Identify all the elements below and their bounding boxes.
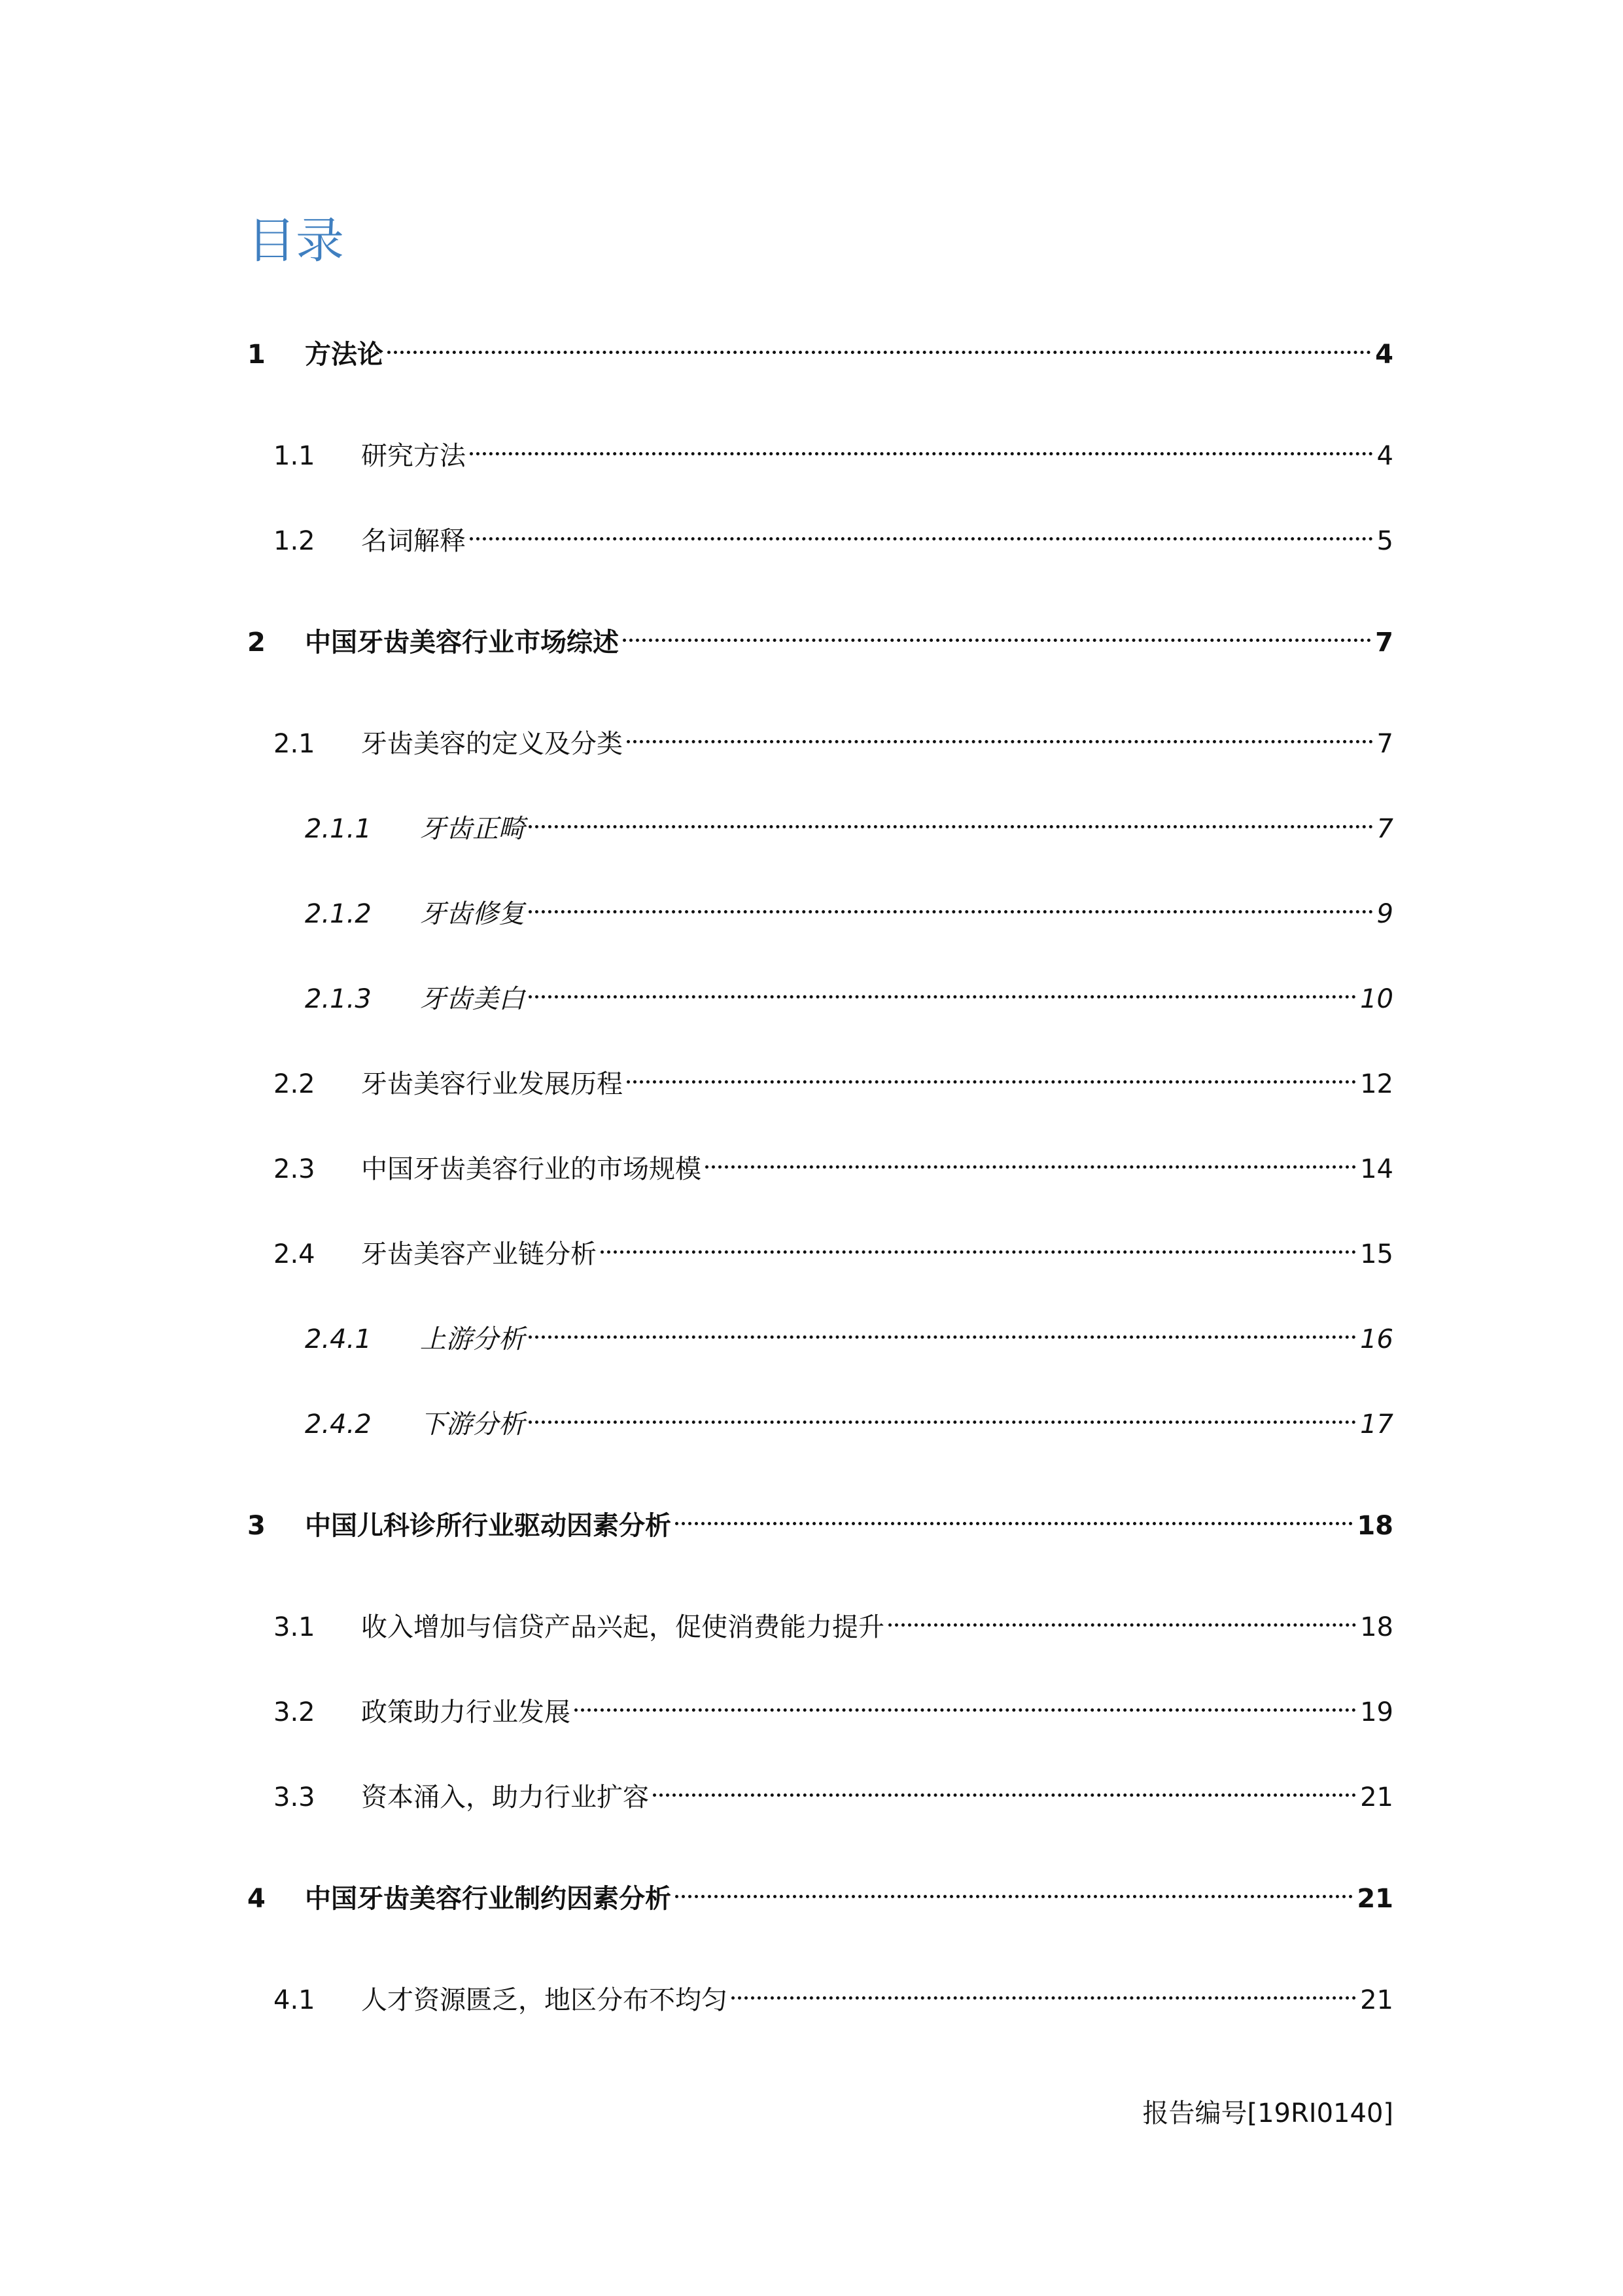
toc-title: 收入增加与信贷产品兴起，促使消费能力提升 xyxy=(361,1612,884,1642)
toc-leader xyxy=(529,798,1373,838)
toc-title: 牙齿美容行业发展历程 xyxy=(361,1069,623,1099)
toc-number: 2.2 xyxy=(273,1069,315,1099)
toc-title: 下游分析 xyxy=(420,1409,525,1439)
toc-page-number: 7 xyxy=(1376,814,1393,844)
toc-page-number: 21 xyxy=(1360,1782,1393,1812)
toc-title: 牙齿修复 xyxy=(420,899,525,929)
toc-leader xyxy=(731,1969,1356,2009)
toc-title: 研究方法 xyxy=(361,441,466,471)
toc-title: 牙齿美容产业链分析 xyxy=(361,1239,597,1269)
toc-entry[interactable] xyxy=(247,324,1393,370)
toc-entry[interactable] xyxy=(273,1139,1393,1184)
toc-title: 牙齿正畸 xyxy=(420,814,525,844)
toc-title: 牙齿美容的定义及分类 xyxy=(361,729,623,759)
toc-entry[interactable] xyxy=(273,1969,1393,2015)
toc-page-number: 4 xyxy=(1375,340,1393,370)
toc-page-number: 12 xyxy=(1360,1069,1393,1099)
toc-entry[interactable] xyxy=(273,1767,1393,1812)
toc-page-number: 10 xyxy=(1360,984,1393,1014)
toc-number: 1 xyxy=(247,340,266,370)
toc-title: 中国牙齿美容行业市场综述 xyxy=(305,627,619,658)
toc-leader xyxy=(574,1682,1356,1721)
toc-title: 人才资源匮乏，地区分布不均匀 xyxy=(361,1985,727,2015)
toc-title: 中国儿科诊所行业驱动因素分析 xyxy=(305,1511,671,1541)
toc-number: 1.2 xyxy=(273,526,315,556)
toc-leader xyxy=(470,510,1373,550)
toc-entry[interactable] xyxy=(273,1682,1393,1727)
toc-title: 上游分析 xyxy=(420,1324,525,1354)
toc-entry[interactable] xyxy=(247,612,1393,658)
toc-title: 名词解释 xyxy=(361,526,466,556)
toc-number: 2.1.2 xyxy=(305,899,372,929)
toc-page-number: 5 xyxy=(1376,526,1393,556)
toc-number: 1.1 xyxy=(273,441,315,471)
toc-leader xyxy=(529,1394,1356,1433)
toc-entry[interactable] xyxy=(305,883,1393,929)
toc-entry[interactable] xyxy=(273,510,1393,556)
toc-leader xyxy=(470,425,1373,465)
toc-number: 3.2 xyxy=(273,1697,315,1727)
toc-page-number: 17 xyxy=(1360,1409,1393,1439)
toc-leader xyxy=(529,883,1373,923)
toc-leader xyxy=(653,1767,1356,1806)
toc-entry[interactable] xyxy=(273,713,1393,759)
toc-number: 4.1 xyxy=(273,1985,315,2015)
toc-title: 中国牙齿美容行业制约因素分析 xyxy=(305,1884,671,1914)
toc-page-number: 4 xyxy=(1376,441,1393,471)
toc-title: 方法论 xyxy=(305,340,383,370)
toc-leader xyxy=(705,1139,1356,1178)
toc-entry[interactable] xyxy=(247,1495,1393,1541)
toc-entry[interactable] xyxy=(305,1309,1393,1354)
toc-leader xyxy=(675,1868,1353,1907)
toc-title: 政策助力行业发展 xyxy=(361,1697,570,1727)
toc-number: 2.3 xyxy=(273,1154,315,1184)
toc-title: 牙齿美白 xyxy=(420,984,525,1014)
toc-entry[interactable] xyxy=(273,425,1393,471)
toc-number: 3.1 xyxy=(273,1612,315,1642)
toc-page-number: 16 xyxy=(1360,1324,1393,1354)
toc-page-number: 14 xyxy=(1360,1154,1393,1184)
toc-leader xyxy=(888,1597,1356,1636)
toc-entry[interactable] xyxy=(273,1597,1393,1642)
toc-title: 资本涌入，助力行业扩容 xyxy=(361,1782,649,1812)
toc-leader xyxy=(529,968,1356,1008)
toc-entry[interactable] xyxy=(273,1053,1393,1099)
toc-leader xyxy=(627,713,1373,752)
toc-page-number: 18 xyxy=(1357,1511,1393,1541)
toc-page-number: 7 xyxy=(1376,729,1393,759)
toc-page-number: 19 xyxy=(1360,1697,1393,1727)
toc-number: 3.3 xyxy=(273,1782,315,1812)
toc-number: 2.1 xyxy=(273,729,315,759)
toc-leader xyxy=(627,1053,1356,1093)
toc-entry[interactable] xyxy=(247,1868,1393,1914)
toc-leader xyxy=(675,1495,1353,1534)
toc-leader xyxy=(601,1224,1356,1263)
toc-entry[interactable] xyxy=(305,1394,1393,1439)
toc-leader xyxy=(623,612,1371,651)
toc-page-number: 21 xyxy=(1357,1884,1393,1914)
toc-number: 2.1.1 xyxy=(305,814,372,844)
toc-page-number: 7 xyxy=(1375,627,1393,658)
page-title: 目录 xyxy=(247,213,344,269)
toc-entry[interactable] xyxy=(273,1224,1393,1269)
toc-title: 中国牙齿美容行业的市场规模 xyxy=(361,1154,701,1184)
toc-number: 2.1.3 xyxy=(305,984,372,1014)
toc-leader xyxy=(387,324,1371,363)
toc-page-number: 21 xyxy=(1360,1985,1393,2015)
toc-number: 2 xyxy=(247,627,266,658)
toc-number: 2.4 xyxy=(273,1239,315,1269)
report-code: 报告编号[19RI0140] xyxy=(1142,2098,1393,2128)
toc-page-number: 9 xyxy=(1376,899,1393,929)
toc-number: 3 xyxy=(247,1511,266,1541)
toc-number: 2.4.1 xyxy=(305,1324,372,1354)
toc-number: 4 xyxy=(247,1884,266,1914)
toc-entry[interactable] xyxy=(305,798,1393,844)
toc-page-number: 15 xyxy=(1360,1239,1393,1269)
toc-leader xyxy=(529,1309,1356,1348)
toc-entry[interactable] xyxy=(305,968,1393,1014)
toc-page-number: 18 xyxy=(1360,1612,1393,1642)
toc-number: 2.4.2 xyxy=(305,1409,372,1439)
